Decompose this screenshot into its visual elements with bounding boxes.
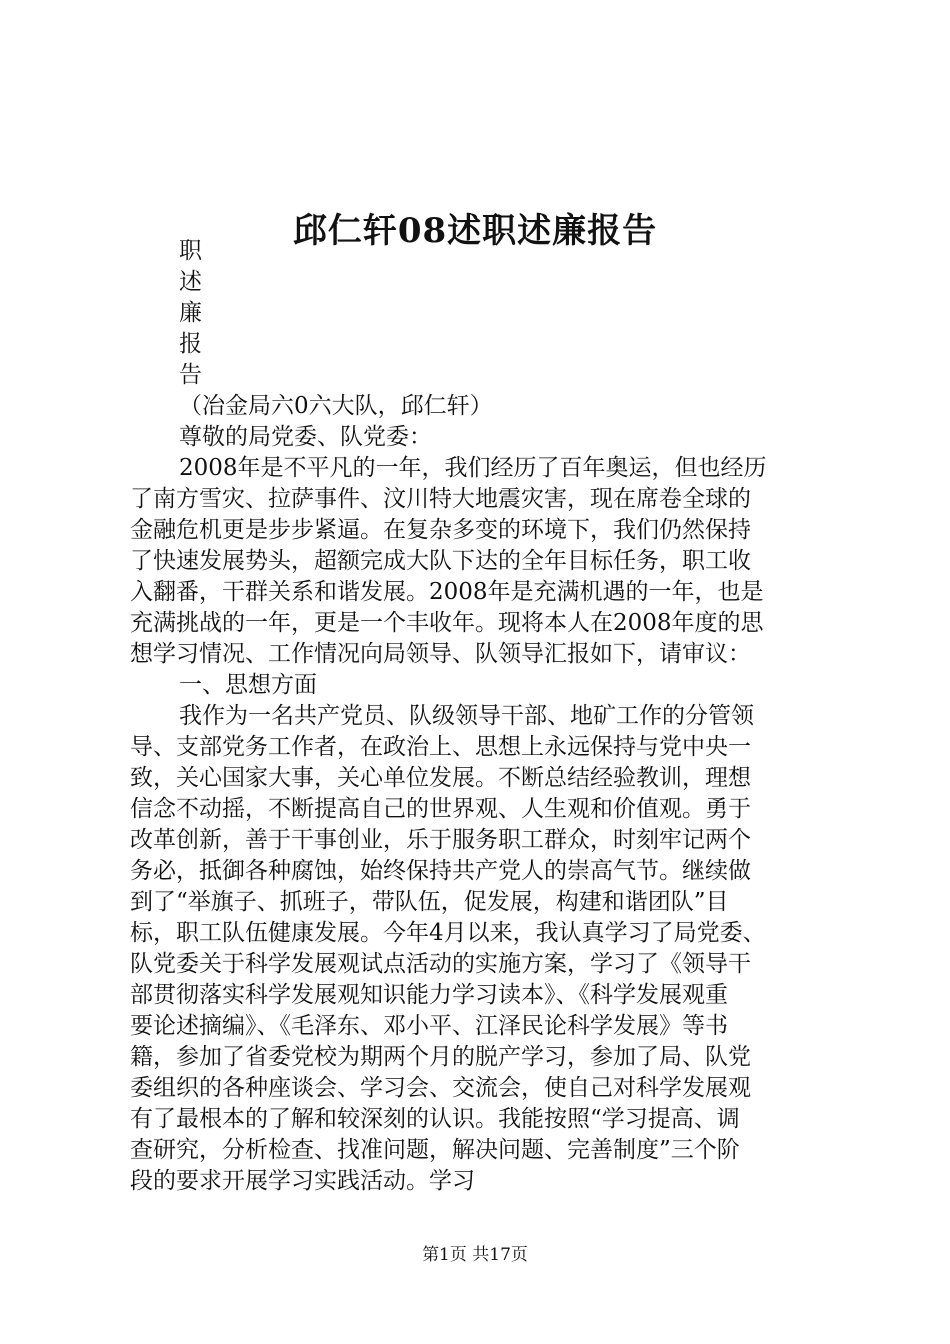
body-line: 我作为一名共产党员、队级领导干部、地矿工作的分管领 xyxy=(179,703,754,729)
body-line: 尊敬的局党委、队党委： xyxy=(179,424,432,450)
body-line: 想学习情况、工作情况向局领导、队领导汇报如下，请审议： xyxy=(130,641,751,667)
body-line: 查研究，分析检查、找准问题，解决问题、完善制度”三个阶 xyxy=(130,1137,740,1163)
body-line: 信念不动摇，不断提高自己的世界观、人生观和价值观。勇于 xyxy=(130,796,751,822)
body-line: 到了“举旗子、抓班子，带队伍，促发展，构建和谐团队”目 xyxy=(130,889,729,915)
body-line: 段的要求开展学习实践活动。学习 xyxy=(130,1168,475,1194)
body-line: 金融危机更是步步紧逼。在复杂多变的环境下，我们仍然保持 xyxy=(130,517,751,543)
body-line: 了快速发展势头，超额完成大队下达的全年目标任务，职工收 xyxy=(130,548,751,574)
body-line: 一、思想方面 xyxy=(179,672,317,698)
document-body xyxy=(130,236,830,1197)
body-line: 籍，参加了省委党校为期两个月的脱产学习，参加了局、队党 xyxy=(130,1044,751,1070)
body-line: 导、支部党务工作者，在政治上、思想上永远保持与党中央一 xyxy=(130,734,751,760)
body-line: 有了最根本的了解和较深刻的认识。我能按照“学习提高、调 xyxy=(130,1106,740,1132)
body-line: 述 xyxy=(179,269,202,295)
body-line: 入翻番，干群关系和谐发展。2008年是充满机遇的一年，也是 xyxy=(130,579,764,605)
body-line: （冶金局六0六大队，邱仁轩） xyxy=(179,393,493,419)
body-line: 改革创新，善于干事创业，乐于服务职工群众，时刻牢记两个 xyxy=(130,827,751,853)
body-line: 要论述摘编》、《毛泽东、邓小平、江泽民论科学发展》等书 xyxy=(130,1013,728,1039)
body-line: 廉 xyxy=(179,300,202,326)
body-line: 务必，抵御各种腐蚀，始终保持共产党人的崇高气节。继续做 xyxy=(130,858,751,884)
page-title: 邱仁轩08述职述廉报告 xyxy=(292,210,658,251)
body-line: 2008年是不平凡的一年，我们经历了百年奥运，但也经历 xyxy=(179,455,767,481)
body-line: 标，职工队伍健康发展。今年4月以来，我认真学习了局党委、 xyxy=(130,920,766,946)
page-footer: 第1页 共17页 xyxy=(422,1245,528,1265)
body-line: 报 xyxy=(179,331,202,357)
body-line: 职 xyxy=(179,238,202,264)
body-line: 委组织的各种座谈会、学习会、交流会，使自己对科学发展观 xyxy=(130,1075,751,1101)
body-line: 致，关心国家大事，关心单位发展。不断总结经验教训，理想 xyxy=(130,765,751,791)
body-line: 充满挑战的一年，更是一个丰收年。现将本人在2008年度的思 xyxy=(130,610,764,636)
body-line: 队党委关于科学发展观试点活动的实施方案，学习了《领导干 xyxy=(130,951,751,977)
body-line: 了南方雪灾、拉萨事件、汶川特大地震灾害，现在席卷全球的 xyxy=(130,486,751,512)
body-line: 部贯彻落实科学发展观知识能力学习读本》、《科学发展观重 xyxy=(130,982,728,1008)
body-line: 告 xyxy=(179,362,202,388)
